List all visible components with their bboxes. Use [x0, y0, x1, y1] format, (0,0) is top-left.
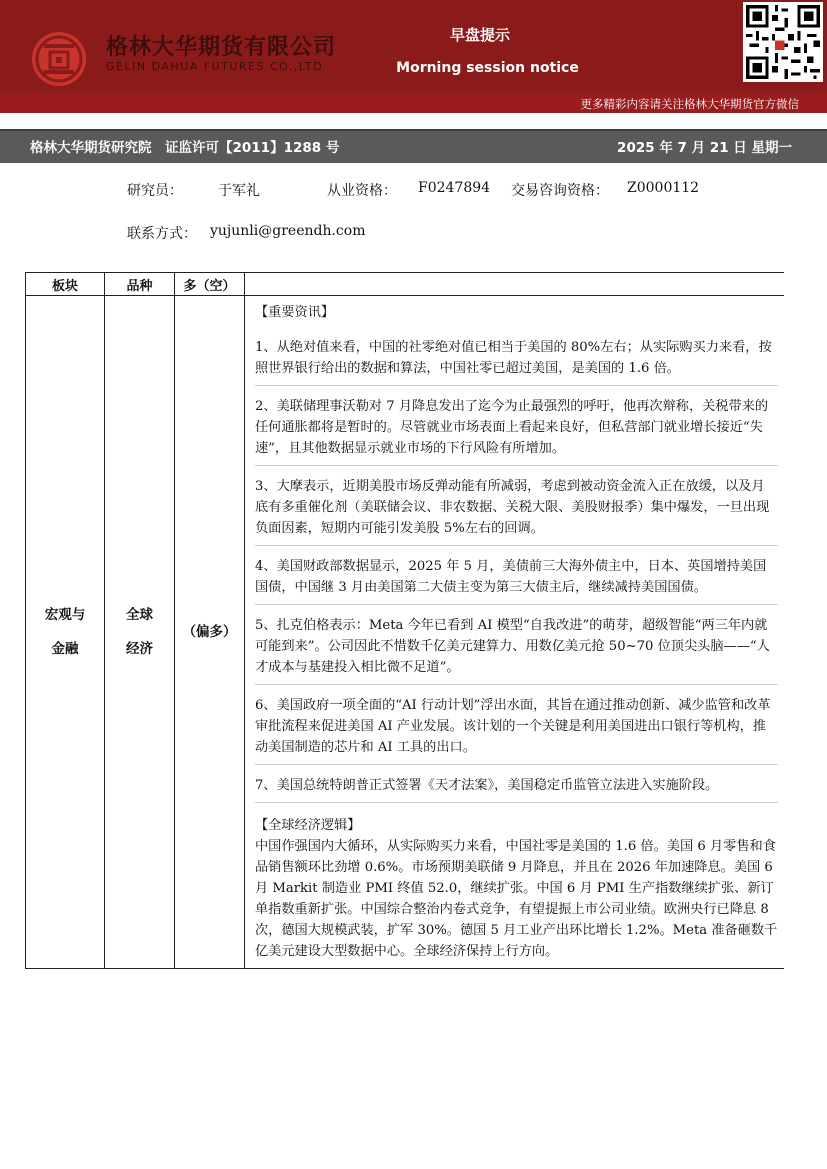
header-direction: 多（空） [175, 273, 245, 296]
wechat-qr-code[interactable] [743, 2, 823, 82]
contact-label: 联系方式： [127, 226, 197, 242]
researcher-label: 研究员： [127, 183, 183, 199]
qualification-label: 从业资格： [327, 183, 397, 199]
consult-number: Z0000112 [627, 180, 700, 196]
company-name-en: GELIN DAHUA FUTURES CO.,LTD [106, 60, 324, 73]
news-item: 5、扎克伯格表示：Meta 今年已看到 AI 模型“自我改进”的萌芽，超级智能“两三年内就可能到来”。公司因此不惜数千亿美元建算力、用数亿美元抢 50~70 位顶尖头脑——“人才成本与基建投入相比微不足道”。 [255, 615, 778, 685]
variety-line: 全球 [126, 607, 153, 623]
report-title-en: Morning session notice [396, 60, 579, 76]
news-item: 7、美国总统特朗普正式签署《天才法案》，美国稳定币监管立法进入实施阶段。 [255, 775, 778, 803]
company-logo-icon [30, 30, 88, 88]
sector-cell [26, 296, 105, 969]
researcher-name: 于军礼 [218, 183, 260, 199]
table-header-row [26, 273, 784, 296]
content-cell [245, 296, 784, 969]
news-item: 2、美联储理事沃勒对 7 月降息发出了迄今为止最强烈的呼吁，他再次辩称，关税带来的任何通胀都将是暂时的。尽管就业市场表面上看起来良好，但私营部门就业增长接近“失速”，且其他数据显示就业市场的下行风险有所增加。 [255, 396, 778, 466]
contact-email[interactable]: yujunli@greendh.com [210, 223, 366, 239]
variety-cell [105, 296, 175, 969]
news-list [255, 337, 778, 803]
analysis-table [25, 272, 784, 969]
company-name-cn: 格林大华期货有限公司 [106, 35, 337, 60]
variety-line: 经济 [126, 641, 153, 657]
header-content [245, 273, 784, 296]
table-row [26, 296, 784, 969]
sector-line: 金融 [51, 641, 79, 657]
header-sector: 板块 [26, 273, 105, 296]
header-variety: 品种 [105, 273, 175, 296]
direction-label: （偏多） [182, 624, 237, 640]
qualification-number: F0247894 [418, 180, 491, 196]
news-item: 6、美国政府一项全面的“AI 行动计划”浮出水面，其旨在通过推动创新、减少监管和改革审批流程来促进美国 AI 产业发展。该计划的一个关键是利用美国进出口银行等机构，推动美国制造的芯片和 AI 工具的出口。 [255, 695, 778, 765]
direction-cell [175, 296, 245, 969]
news-item: 3、大摩表示，近期美股市场反弹动能有所减弱，考虑到被动资金流入正在放缓，以及月底有多重催化剂（美联储会议、非农数据、关税大限、美股财报季）集中爆发，一旦出现负面因素，短期内可能引发美股 5%左右的回调。 [255, 476, 778, 546]
report-title-cn: 早盘提示 [449, 26, 510, 44]
news-section-header: 【重要资讯】 [255, 305, 335, 320]
logic-section-header: 【全球经济逻辑】 [255, 818, 361, 833]
news-item: 1、从绝对值来看，中国的社零绝对值已相当于美国的 80%左右；从实际购买力来看，按照世界银行给出的数据和算法，中国社零已超过美国，是美国的 1.6 倍。 [255, 337, 778, 386]
consult-label: 交易咨询资格： [511, 183, 609, 199]
news-item: 4、美国财政部数据显示，2025 年 5 月，美债前三大海外债主中，日本、英国增持美国国债，中国继 3 月由美国第二大债主变为第三大债主后，继续减持美国国债。 [255, 556, 778, 605]
report-date: 2025 年 7 月 21 日 星期一 [617, 140, 792, 156]
wechat-follow-note: 更多精彩内容请关注格林大华期货官方微信 [580, 97, 799, 111]
institute-license: 格林大华期货研究院 证监许可【2011】1288 号 [30, 140, 340, 156]
sector-line: 宏观与 [44, 607, 86, 623]
logic-paragraph: 中国作强国内大循环，从实际购买力来看，中国社零是美国的 1.6 倍。美国 6 月零售和食品销售额环比劲增 0.6%。市场预期美联储 9 月降息，并且在 2026 年加速降息。美国 6 月 Markit 制造业 PMI 终值 52.0，继续扩张。中国 6 月 PMI 生产指数继续扩张、新订单指数重新扩张。中国综合整治内卷式竞争，有望提振上市公司业绩。欧洲央行已降息 8 次，德国大规模武装，扩军 30%。德国 5 月工业产出环比增长 1.2%。Meta 准备砸数千亿美元建设大型数据中心。全球经济保持上行方向。 [255, 839, 778, 959]
